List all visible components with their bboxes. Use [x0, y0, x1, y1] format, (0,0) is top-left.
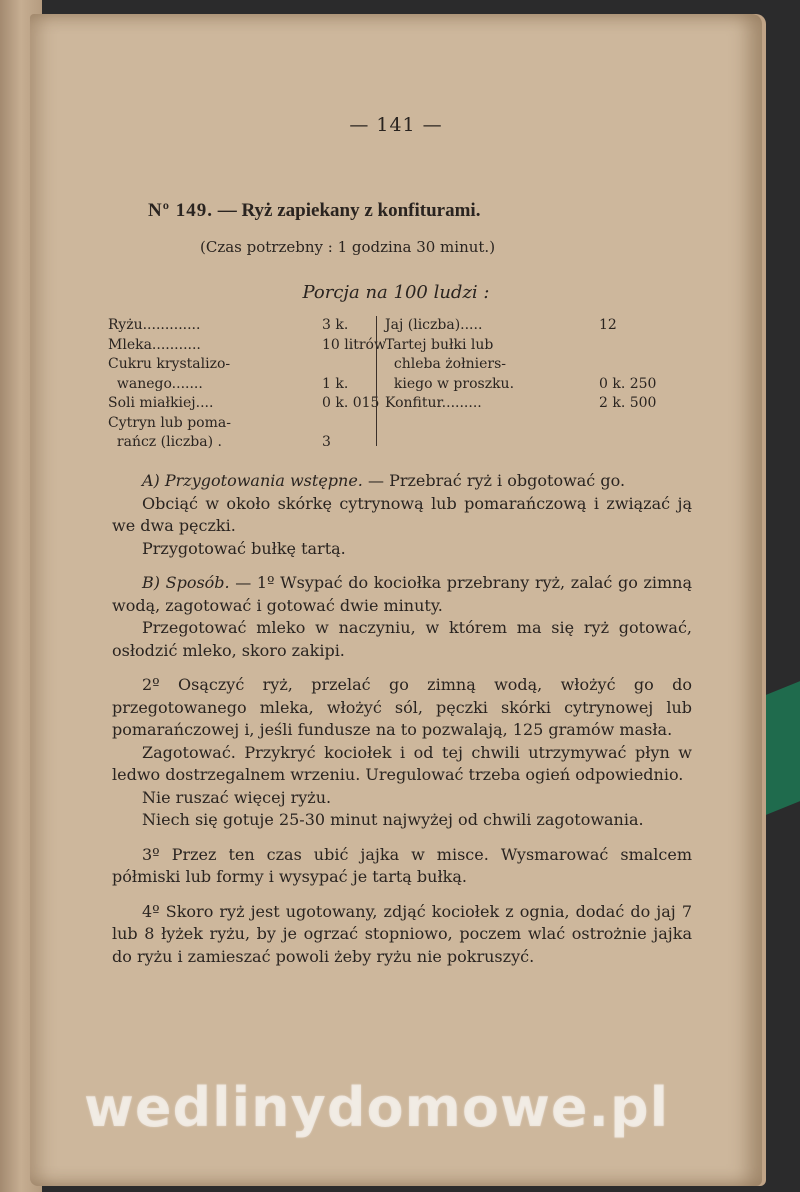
section-a-label: A) Przygotowania wstępne. [142, 471, 363, 490]
ingredient-qty: 3 k. [322, 317, 349, 333]
step-4: 4º Skoro ryż jest ugotowany, zdjąć kociołek z ognia, dodać do jaj 7 lub 8 łyżek ryżu, by je ogrzać stopniowo, poczem wlać ostrożnie jajka do ryżu i zamieszać powoli żeby ryżu nie pokruszyć. [112, 901, 692, 966]
ingredient-name: Cytryn lub poma- [108, 414, 231, 431]
ingredient-row [108, 375, 400, 395]
ingredient-name: wanego....... [108, 375, 203, 392]
ingredient-name: Tartej bułki lub [385, 336, 494, 353]
ingredient-qty: 3 [322, 434, 331, 450]
ingredient-qty: 2 k. 500 [599, 395, 657, 411]
watermark: wedlinydomowe.pl [84, 1076, 670, 1139]
ingredient-row [385, 394, 673, 414]
ingredient-qty: 12 [599, 317, 617, 333]
ingredient-name: chleba żołniers- [385, 356, 507, 372]
ingredient-name: Konfitur......... [385, 395, 482, 411]
ingredient-qty: 0 k. 015 [322, 395, 380, 411]
section-b-text: — 1º Wsypać do kociołka przebrany ryż, zalać go zimną wodą, zagotować i gotować dwie minuty. [112, 573, 693, 615]
section-b-intro [112, 572, 692, 617]
ingredient-row [108, 316, 400, 336]
ingredient-qty [599, 336, 673, 356]
recipe-title [148, 200, 688, 222]
ingredient-row [108, 355, 400, 375]
step-2: 2º Osączyć ryż, przelać go zimną wodą, włożyć go do przegotowanego mleka, włożyć sól, pęczki skórki cytrynowej lub pomarańczowej i, jeśli fundusze na to pozwalają, 125 gramów masła. [112, 675, 692, 739]
section-a-text: — Przebrać ryż i obgotować go. [362, 471, 626, 490]
ingredient-row [385, 375, 673, 395]
ingredient-row [385, 355, 673, 375]
ingredient-name: Cukru krystalizo- [108, 356, 231, 372]
section-b-label: B) Sposób. [142, 573, 230, 592]
ingredient-qty: 1 k. [322, 375, 349, 392]
bookmark-ribbon [756, 681, 800, 819]
ingredients-left [108, 316, 400, 453]
step-3: 3º Przez ten czas ubić jajka w misce. Wysmarować smalcem półmiski lub formy i wysypać je tartą bułką. [112, 844, 692, 886]
ingredient-row [108, 394, 400, 414]
ingredient-row [385, 316, 673, 336]
ingredient-name: Mleka........... [108, 336, 201, 353]
paragraph: Przegotować mleko w naczyniu, w którem ma się ryż gotować, osłodzić mleko, skoro zakipi. [112, 618, 692, 660]
ingredients-right [376, 316, 673, 446]
ingredient-qty: 10 litrów [322, 336, 386, 353]
recipe-title-text: — Ryż zapiekany z konfiturami. [217, 200, 481, 221]
ingredient-qty: 0 k. 250 [599, 375, 657, 392]
paragraph: Nie ruszać więcej ryżu. [142, 787, 332, 807]
recipe-number: Nº 149. [148, 200, 213, 221]
ingredient-row [108, 414, 400, 434]
time-note: (Czas potrzebny : 1 godzina 30 minut.) [200, 238, 496, 256]
section-a-intro [112, 470, 692, 493]
ingredient-name: kiego w proszku. [385, 375, 515, 392]
portion-title: Porcja na 100 ludzi : [302, 282, 490, 303]
paragraph: Obciąć w około skórkę cytrynową lub pomarańczową i związać ją we dwa pęczki. [112, 493, 692, 535]
ingredient-name: Ryżu............. [108, 317, 201, 333]
paragraph: Niech się gotuje 25-30 minut najwyżej od chwili zagotowania. [142, 810, 644, 829]
ingredient-name: Jaj (liczba)..... [385, 317, 483, 333]
paragraph: Zagotować. Przykryć kociołek i od tej chwili utrzymywać płyn w ledwo dostrzegalnem wrzeniu. Uregulować trzeba ogień odpowiednio. [112, 742, 692, 784]
ingredient-row [108, 433, 400, 453]
ingredient-row [108, 336, 400, 356]
recipe-body [112, 470, 692, 968]
paragraph: Przygotować bułkę tartą. [142, 538, 346, 558]
ingredient-name: Soli miałkiej.... [108, 395, 214, 411]
ingredient-row [385, 336, 673, 356]
ingredient-qty [599, 355, 673, 375]
page-number: — 141 — [349, 114, 443, 136]
ingredient-name: rańcz (liczba) . [108, 434, 222, 450]
book-page [30, 14, 762, 1186]
